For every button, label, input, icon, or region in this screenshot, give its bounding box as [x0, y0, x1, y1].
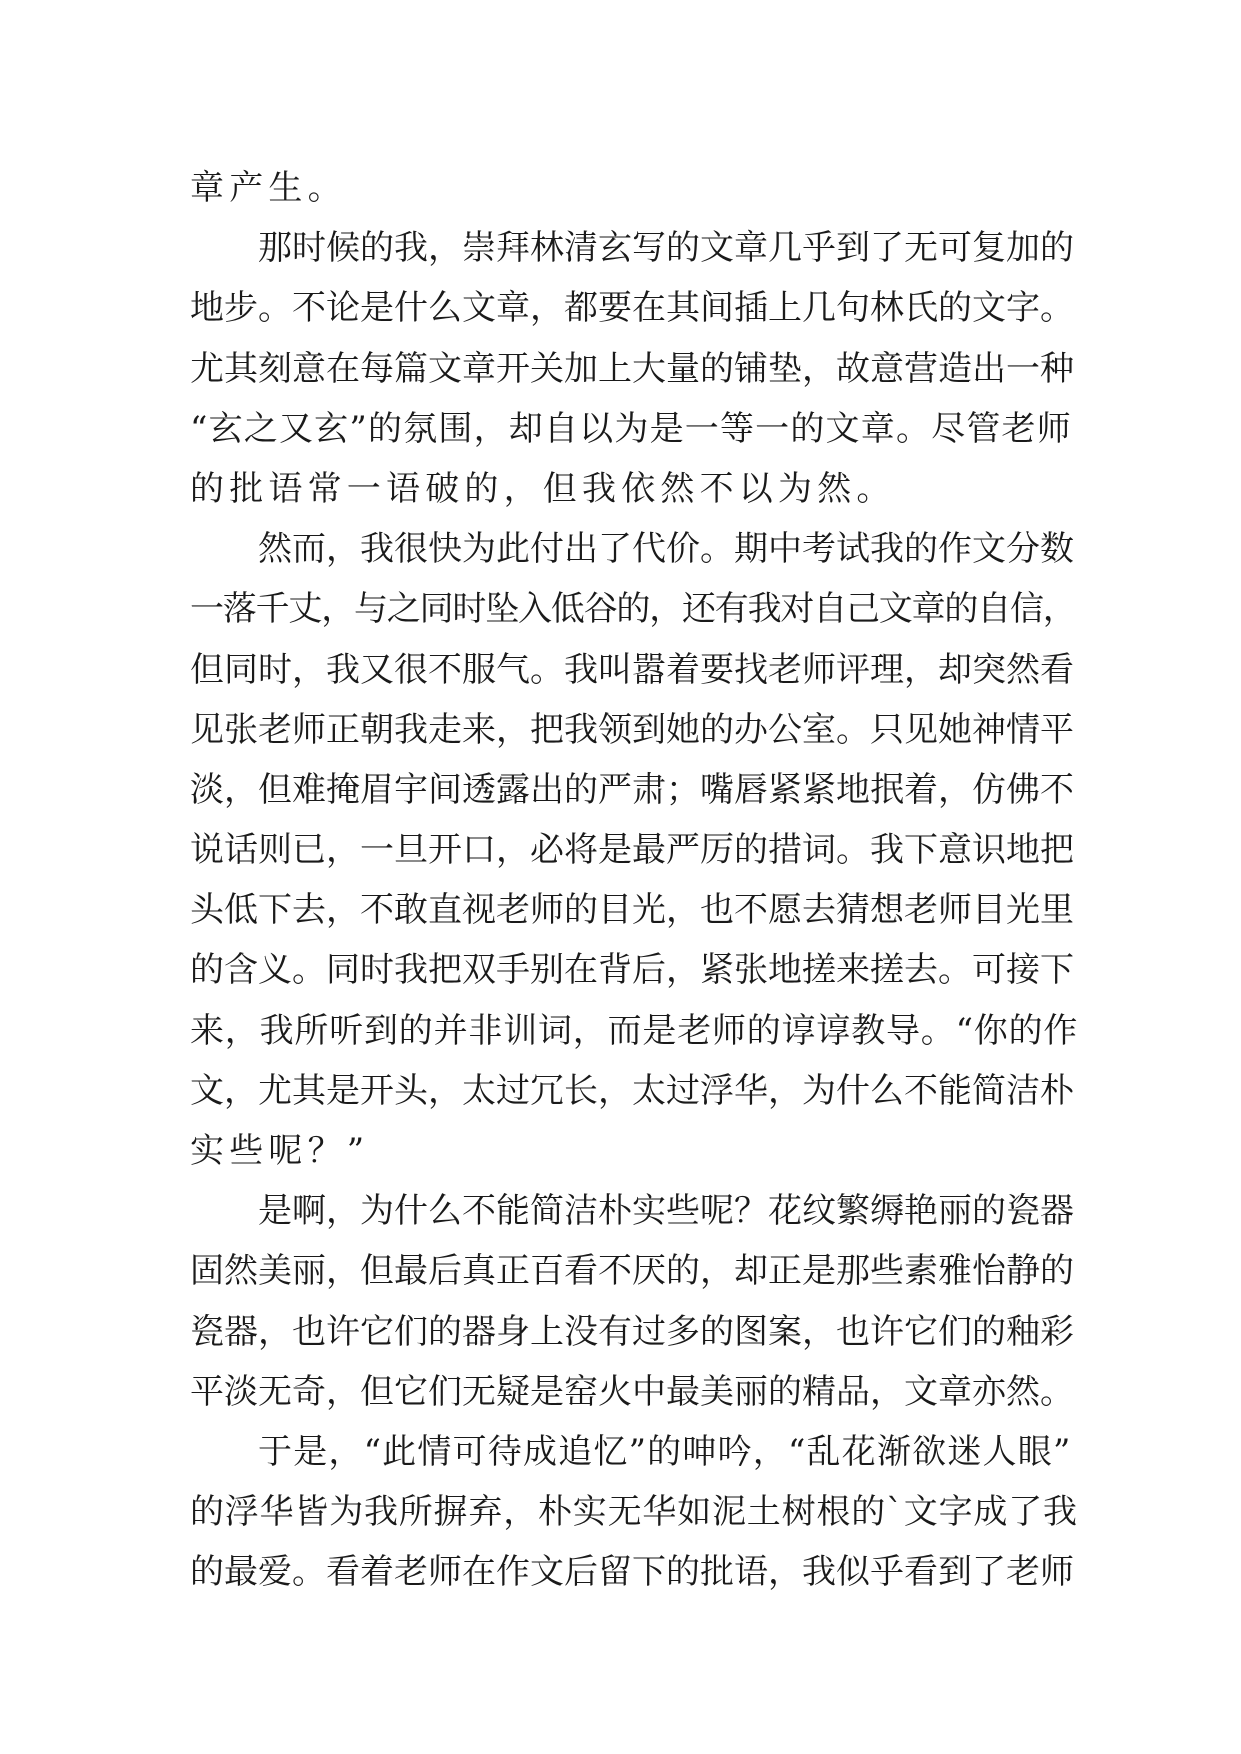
text-line: 于是，“此情可待成追忆”的呻吟，“乱花渐欲迷人眼”	[258, 1431, 1072, 1472]
text-line: “玄之又玄”的氛围，却自以为是一等一的文章。尽管老师	[190, 408, 1072, 449]
text-line: 尤其刻意在每篇文章开关加上大量的铺垫，故意营造出一种	[190, 348, 1074, 389]
text-line: 瓷器，也许它们的器身上没有过多的图案，也许它们的釉彩	[190, 1311, 1074, 1352]
text-line: 一落千丈，与之同时坠入低谷的，还有我对自己文章的自信，	[190, 589, 1076, 630]
text-line: 头低下去，不敢直视老师的目光，也不愿去猜想老师目光里	[190, 890, 1074, 931]
text-line: 淡，但难掩眉宇间透露出的严肃；嘴唇紧紧地抿着，仿佛不	[190, 769, 1074, 810]
text-line: 的最爱。看着老师在作文后留下的批语，我似乎看到了老师	[190, 1552, 1074, 1593]
text-line: 固然美丽，但最后真正百看不厌的，却正是那些素雅怡静的	[190, 1251, 1074, 1292]
text-line: 的批语常一语破的，但我依然不以为然。	[190, 468, 896, 509]
text-line: 那时候的我，崇拜林清玄写的文章几乎到了无可复加的	[258, 228, 1074, 269]
text-line: 章产生。	[190, 168, 347, 208]
essay-body	[190, 158, 1079, 1603]
text-line: 是啊，为什么不能简洁朴实些呢？花纹繁缛艳丽的瓷器	[258, 1191, 1074, 1232]
text-line: 的含义。同时我把双手别在背后，紧张地搓来搓去。可接下	[190, 950, 1074, 991]
text-line: 实些呢？”	[190, 1131, 370, 1171]
text-line: 文，尤其是开头，太过冗长，太过浮华，为什么不能简洁朴	[190, 1070, 1074, 1111]
text-line: 但同时，我又很不服气。我叫嚣着要找老师评理，却突然看	[190, 649, 1074, 690]
text-line: 地步。不论是什么文章，都要在其间插上几句林氏的文字。	[190, 288, 1074, 329]
text-line: 见张老师正朝我走来，把我领到她的办公室。只见她神情平	[190, 709, 1074, 750]
text-line: 来，我所听到的并非训词，而是老师的谆谆教导。“你的作	[190, 1010, 1079, 1051]
text-line: 然而，我很快为此付出了代价。期中考试我的作文分数	[258, 529, 1074, 570]
text-line: 的浮华皆为我所摒弃，朴实无华如泥土树根的`文字成了我	[190, 1492, 1078, 1533]
text-line: 平淡无奇，但它们无疑是窑火中最美丽的精品，文章亦然。	[190, 1371, 1074, 1412]
text-line: 说话则已，一旦开口，必将是最严厉的措词。我下意识地把	[190, 830, 1074, 871]
